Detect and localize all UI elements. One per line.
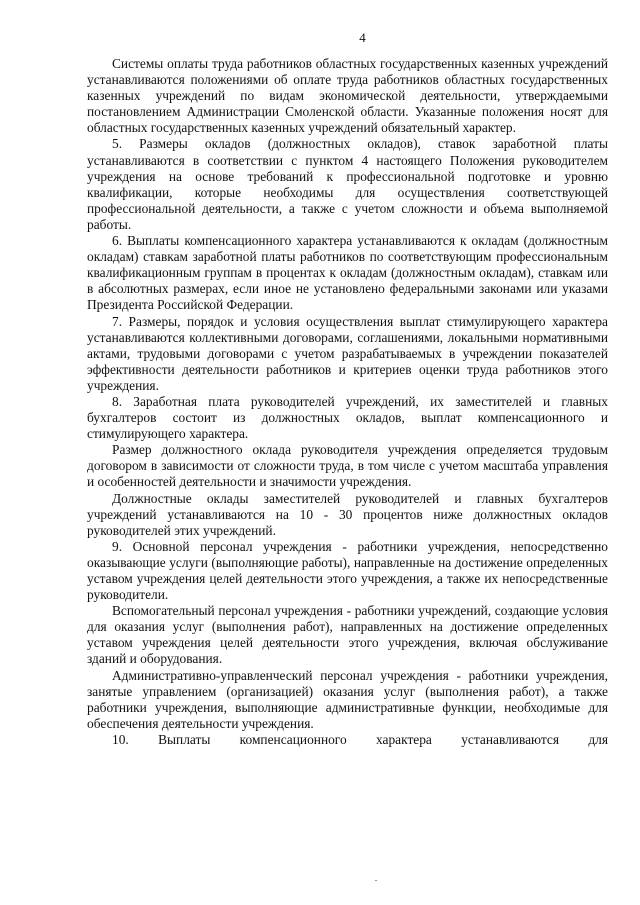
paragraph-5-salary-sizes: 5. Размеры окладов (должностных окладов), ставок заработной платы устанавливаются в соответствии с пунктом 4 настоящего Положения руководителем учреждения на основе требований к профессиональной подготовке и уровню квалификации, которые необходимы для осуществления соответствующей профессиональной деятельности, а также с учетом сложности и объема выполняемой работы. (87, 136, 608, 232)
paragraph-deputies-salary: Должностные оклады заместителей руководителей и главных бухгалтеров учреждений устанавливаются на 10 - 30 процентов ниже должностных окладов руководителей этих учреждений. (87, 490, 608, 538)
paragraph-9-core-staff: 9. Основной персонал учреждения - работники учреждения, непосредственно оказывающие услуги (выполняющие работы), направленные на достижение определенных уставом учреждения целей деятельности этого учреждения, а также их непосредственные руководители. (87, 538, 608, 603)
paragraph-salary-systems: Системы оплаты труда работников областных государственных казенных учреждений устанавливаются положениями об оплате труда работников областных государственных казенных учреждений по видам экономической деятельности, утверждаемыми постановлением Администрации Смоленской области. Указанные положения носят для областных государственных казенных учреждений обязательный характер. (87, 56, 608, 136)
paragraph-administrative-staff: Административно-управленческий персонал учреждения - работники учреждения, занятые управлением (организацией) оказания услуг (выполнения работ), а также работники учреждения, выполняющие административные функции, необходимые для обеспечения деятельности учреждения. (87, 667, 608, 731)
paragraph-6-compensation-payments: 6. Выплаты компенсационного характера устанавливаются к окладам (должностным окладам) ставкам заработной платы работников по соответствующим профессиональным квалификационным группам в процентах к окладам (должностным окладам), ставкам или в абсолютных размерах, если иное не установлено федеральными законами или указами Президента Российской Федерации. (87, 233, 608, 313)
paragraph-support-staff: Вспомогательный персонал учреждения - работники учреждений, создающие условия для оказания услуг (выполнения работ), направленных на достижение определенных уставом учреждения целей деятельности этого учреждения, включая обслуживание зданий и оборудования. (87, 603, 608, 667)
paragraph-manager-salary-size: Размер должностного оклада руководителя учреждения определяется трудовым договором в зависимости от сложности труда, в том числе с учетом масштаба управления и особенностей деятельности и значимости учреждения. (87, 442, 608, 490)
paragraph-10-compensation-start: 10. Выплаты компенсационного характера устанавливаются для (112, 731, 608, 747)
paragraph-7-incentive-payments: 7. Размеры, порядок и условия осуществления выплат стимулирующего характера устанавливаются коллективными договорами, соглашениями, локальными нормативными актами, трудовыми договорами с учетом разрабатываемых в учреждении показателей эффективности деятельности работников и критериев оценки труда работников этого учреждения. (87, 313, 608, 393)
scan-speck (375, 880, 377, 881)
paragraph-8-managers-salary: 8. Заработная плата руководителей учреждений, их заместителей и главных бухгалтеров состоит из должностных окладов, выплат компенсационного и стимулирующего характера. (87, 393, 608, 442)
page-number: 4 (359, 30, 366, 45)
